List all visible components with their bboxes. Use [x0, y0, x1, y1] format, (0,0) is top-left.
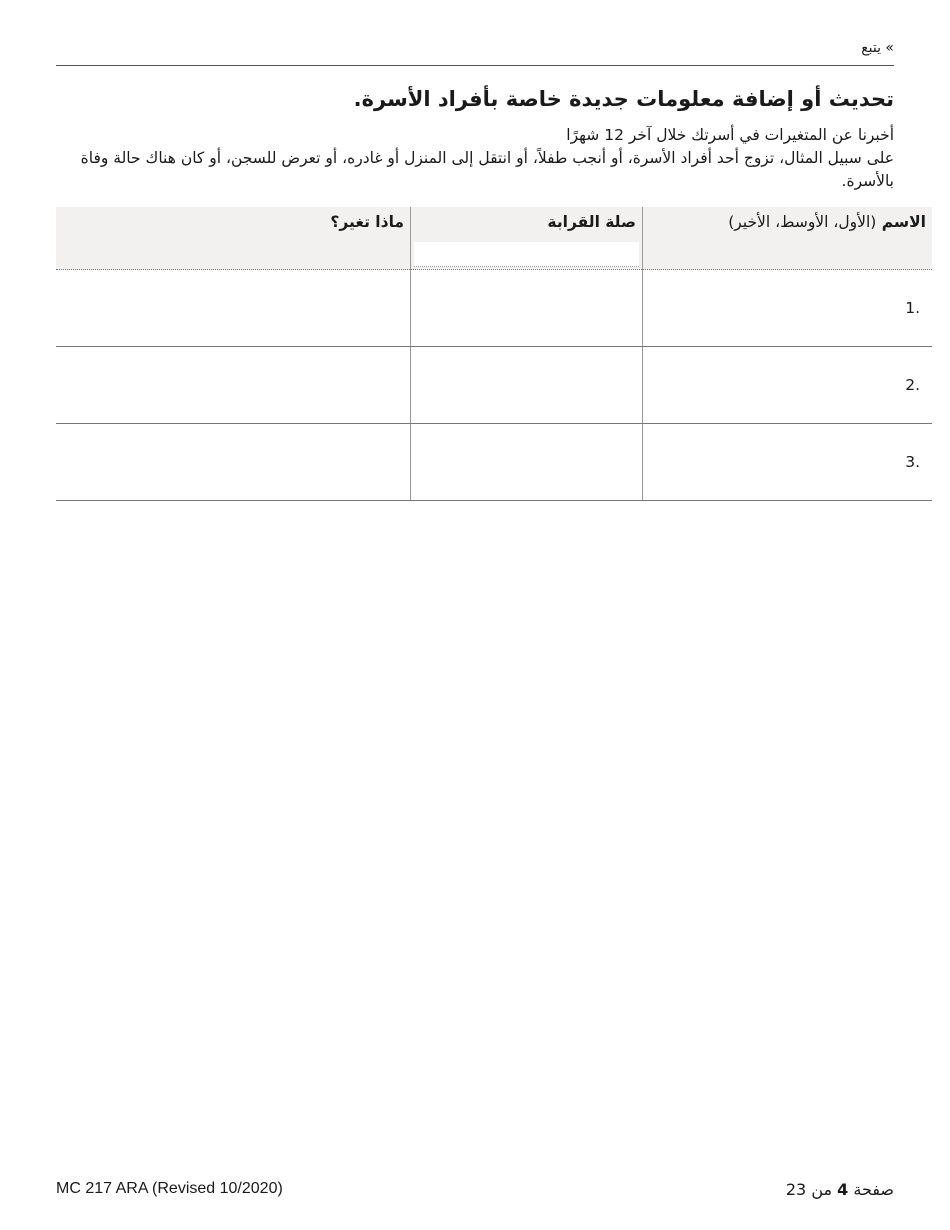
page-indicator	[786, 1180, 894, 1199]
relationship-cell[interactable]	[411, 270, 643, 347]
household-changes-table	[56, 207, 932, 501]
row-number: .1	[905, 299, 920, 317]
relationship-hint-field[interactable]	[414, 242, 639, 267]
page-number: 4	[837, 1180, 849, 1199]
row-number: .2	[905, 376, 920, 394]
name-cell[interactable]	[643, 424, 933, 501]
header-name	[643, 207, 933, 270]
change-cell[interactable]	[56, 270, 411, 347]
relationship-field[interactable]	[423, 347, 630, 423]
page-word: صفحة	[853, 1180, 894, 1199]
change-field[interactable]	[68, 347, 398, 423]
intro-line-2: على سبيل المثال، تزوج أحد أفراد الأسرة، أو أنجب طفلاً، أو انتقل إلى المنزل أو غادره، أو تعرض للسجن، أو كان هناك حالة وفاة بالأسرة.	[80, 149, 894, 190]
relationship-cell[interactable]	[411, 424, 643, 501]
table-row	[56, 424, 932, 501]
header-name-detail: (الأول، الأوسط، الأخير)	[728, 213, 877, 231]
continued-indicator: » يتبع	[861, 40, 894, 56]
header-divider	[56, 65, 894, 66]
form-code: MC 217 ARA (Revised 10/2020)	[56, 1180, 283, 1197]
relationship-field[interactable]	[423, 270, 630, 346]
header-relationship-label: صلة القرابة	[547, 213, 636, 231]
table-row	[56, 270, 932, 347]
change-field[interactable]	[68, 270, 398, 346]
section-intro	[56, 124, 894, 193]
table-row	[56, 347, 932, 424]
row-number: .3	[905, 453, 920, 471]
change-cell[interactable]	[56, 347, 411, 424]
header-relationship	[411, 207, 643, 270]
section-title: تحديث أو إضافة معلومات جديدة خاصة بأفراد الأسرة.	[353, 87, 894, 111]
intro-line-1: أخبرنا عن المتغيرات في أسرتك خلال آخر 12 شهرًا	[566, 126, 894, 144]
table-header-row	[56, 207, 932, 270]
header-name-bold: الاسم	[881, 213, 926, 231]
page-of: من	[811, 1180, 833, 1199]
header-change: ماذا تغير؟	[56, 207, 411, 270]
change-cell[interactable]	[56, 424, 411, 501]
change-field[interactable]	[68, 424, 398, 500]
name-cell[interactable]	[643, 270, 933, 347]
relationship-cell[interactable]	[411, 347, 643, 424]
name-cell[interactable]	[643, 347, 933, 424]
relationship-field[interactable]	[423, 424, 630, 500]
page-total: 23	[785, 1180, 807, 1199]
